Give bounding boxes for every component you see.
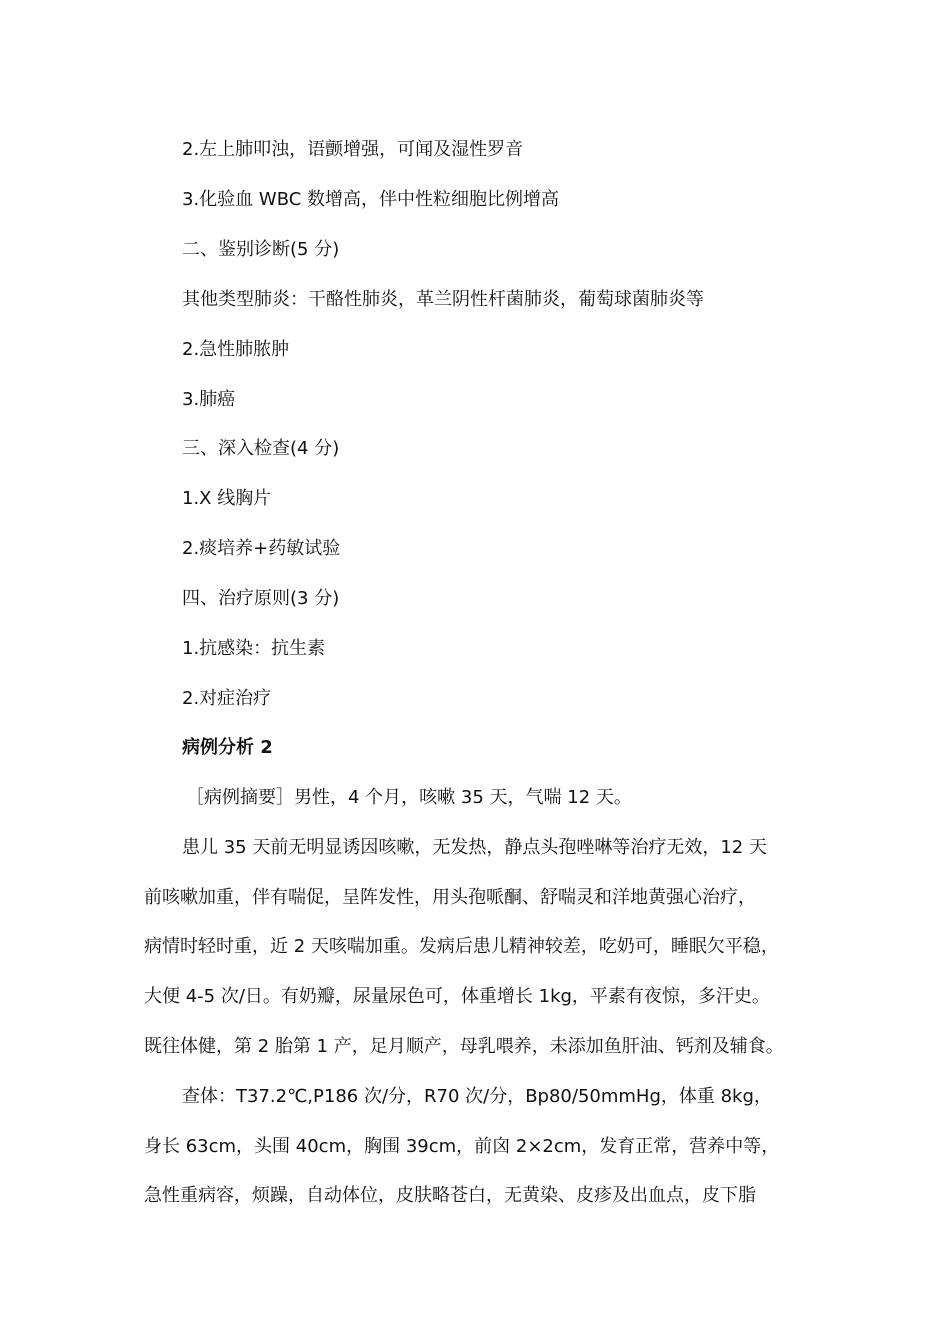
section-heading-treatment: 四、治疗原则(3 分) — [182, 588, 340, 609]
outline-line-6: 3.肺癌 — [182, 389, 236, 410]
exam-line-2: 身长 63cm，头围 40cm，胸围 39cm，前囟 2×2cm，发育正常，营养中等， — [144, 1136, 780, 1157]
outline-line-4: 其他类型肺炎：干酪性肺炎，革兰阴性杆菌肺炎，葡萄球菌肺炎等 — [182, 289, 704, 310]
history-line-1: 患儿 35 天前无明显诱因咳嗽，无发热，静点头孢唑啉等治疗无效，12 天 — [182, 837, 767, 858]
outline-line-2: 3.化验血 WBC 数增高，伴中性粒细胞比例增高 — [182, 189, 560, 210]
case-summary: ［病例摘要］男性，4 个月，咳嗽 35 天，气喘 12 天。 — [186, 787, 632, 808]
history-line-3: 病情时轻时重，近 2 天咳喘加重。发病后患儿精神较差，吃奶可，睡眠欠平稳， — [144, 936, 779, 957]
outline-line-8: 1.X 线胸片 — [182, 488, 272, 509]
history-line-4: 大便 4-5 次/日。有奶瓣，尿量尿色可，体重增长 1kg，平素有夜惊，多汗史。 — [144, 986, 770, 1007]
section-heading-examination: 三、深入检查(4 分) — [182, 438, 340, 459]
outline-line-9: 2.痰培养+药敏试验 — [182, 538, 341, 559]
exam-line-1: 查体：T37.2℃,P186 次/分，R70 次/分，Bp80/50mmHg，体重 8kg， — [182, 1086, 772, 1107]
case-heading: 病例分析 2 — [182, 737, 273, 758]
outline-line-5: 2.急性肺脓肿 — [182, 339, 290, 360]
history-line-5: 既往体健，第 2 胎第 1 产，足月顺产，母乳喂养，未添加鱼肝油、钙剂及辅食。 — [144, 1036, 784, 1057]
exam-line-3: 急性重病容，烦躁，自动体位，皮肤略苍白，无黄染、皮疹及出血点，皮下脂 — [144, 1185, 756, 1206]
history-line-2: 前咳嗽加重，伴有喘促，呈阵发性，用头孢哌酮、舒喘灵和洋地黄强心治疗， — [144, 887, 756, 908]
outline-line-1: 2.左上肺叩浊，语颤增强，可闻及湿性罗音 — [182, 139, 524, 160]
section-heading-differential: 二、鉴别诊断(5 分) — [182, 239, 340, 260]
outline-line-11: 1.抗感染：抗生素 — [182, 638, 326, 659]
outline-line-12: 2.对症治疗 — [182, 688, 272, 709]
